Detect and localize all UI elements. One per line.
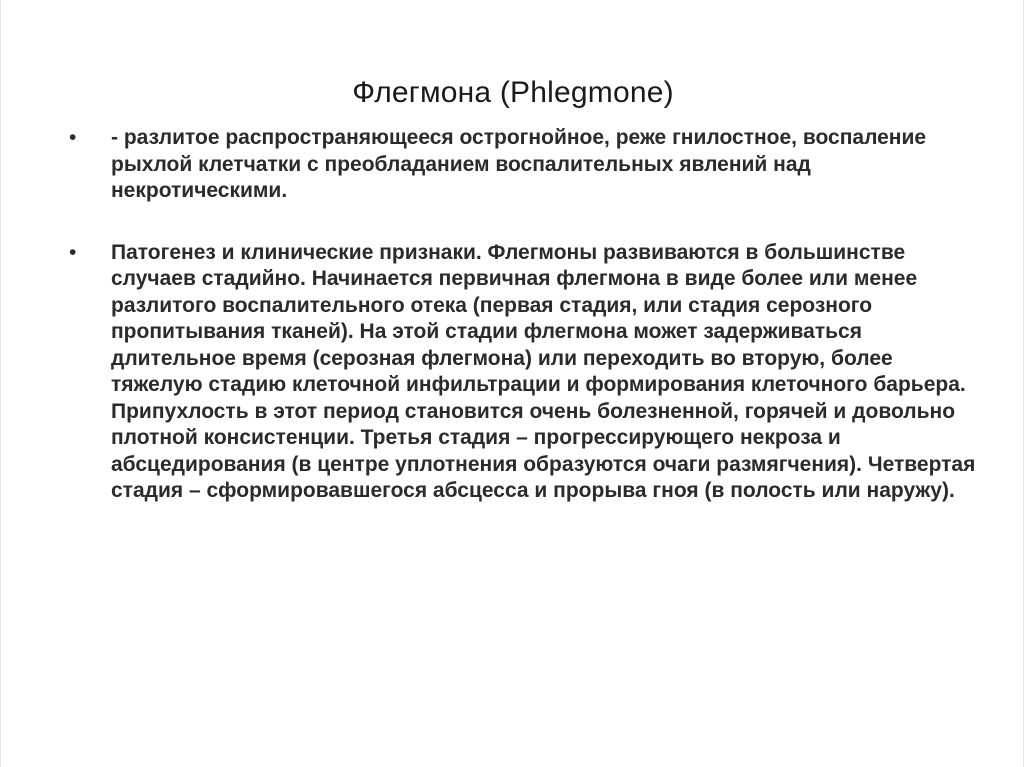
bullet-dot-icon: • — [69, 126, 77, 149]
bullet-list — [65, 125, 985, 505]
bullet-item-pathogenesis — [65, 240, 985, 505]
bullet-item-definition — [65, 125, 985, 205]
bullet-dot-icon: • — [69, 240, 77, 264]
bullet-text: - разлитое распространяющееся острогнойное, реже гнилостное, воспаление рыхлой клетчатки с преобладанием воспалительных явлений над некротическими. — [111, 126, 927, 202]
slide-title: Флегмона (Phlegmone) — [352, 76, 674, 109]
bullet-text: Патогенез и клинические признаки. Флегмоны развиваются в большинстве случаев стадийно. Начинается первичная флегмона в виде более или менее разлитого воспалительного отека (первая стадия, или стадия серозного пропитывания тканей). На этой стадии флегмона может задерживаться длительное время (серозная флегмона) или переходить во вторую, более тяжелую стадию клеточной инфильтрации и формирования клеточного барьера. Припухлость в этот период становится очень болезненной, горячей и довольно плотной консистенции. Третья стадия – прогрессирующего некроза и абсцедирования (в центре уплотнения образуются очаги размягчения). Четвертая стадия – сформировавшегося абсцесса и прорыва гноя (в полость или наружу). — [111, 240, 976, 502]
